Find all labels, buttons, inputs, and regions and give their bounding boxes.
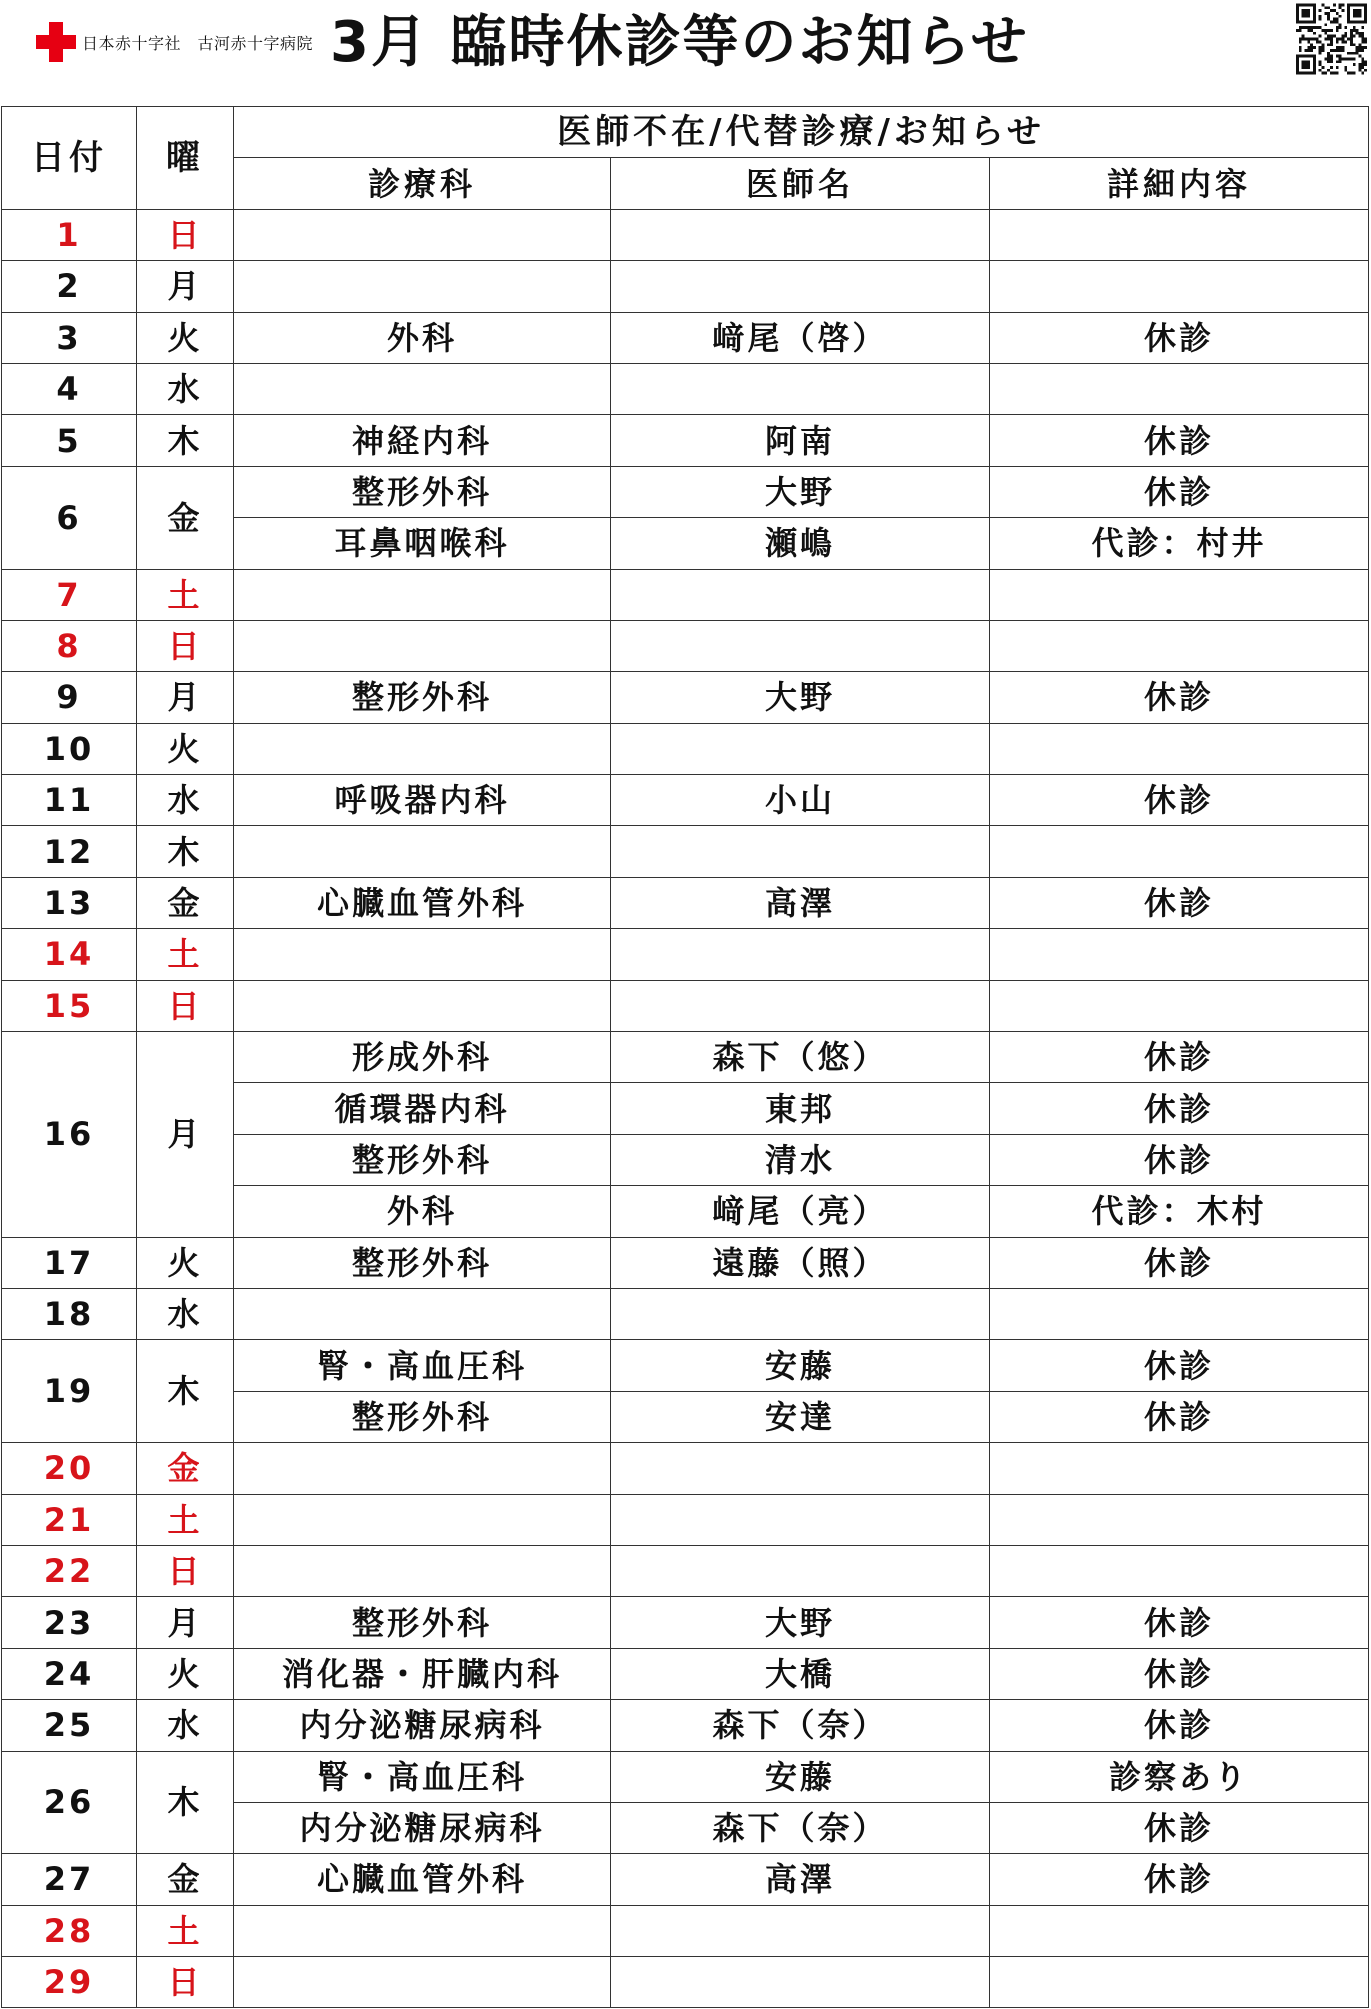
date-cell: 11 [2, 775, 137, 826]
doctor-cell [611, 620, 990, 671]
detail-cell: 休診 [990, 1340, 1369, 1391]
date-cell: 26 [2, 1751, 137, 1854]
department-cell: 心臓血管外科 [234, 1854, 611, 1905]
date-cell: 10 [2, 723, 137, 774]
department-cell [234, 723, 611, 774]
table-row [2, 569, 1369, 620]
date-cell: 2 [2, 261, 137, 312]
doctor-cell: 﨑尾（亮） [611, 1186, 990, 1237]
table-row [2, 1443, 1369, 1494]
weekday-cell: 金 [137, 1443, 234, 1494]
department-cell [234, 1443, 611, 1494]
table-row [2, 1700, 1369, 1751]
weekday-cell: 水 [137, 1288, 234, 1339]
doctor-cell: 森下（悠） [611, 1032, 990, 1083]
weekday-cell: 金 [137, 1854, 234, 1905]
detail-cell [990, 209, 1369, 260]
doctor-cell: 森下（奈） [611, 1802, 990, 1853]
detail-cell [990, 261, 1369, 312]
department-cell [234, 980, 611, 1031]
table-row [2, 1751, 1369, 1802]
department-column-header: 診療科 [234, 158, 611, 209]
table-header-row [2, 107, 1369, 158]
date-cell: 1 [2, 209, 137, 260]
detail-cell [990, 1288, 1369, 1339]
table-row [2, 415, 1369, 466]
doctor-cell: 安達 [611, 1391, 990, 1442]
date-cell: 28 [2, 1905, 137, 1956]
date-cell: 9 [2, 672, 137, 723]
table-row [2, 1032, 1369, 1083]
weekday-cell: 日 [137, 1957, 234, 2008]
date-cell: 17 [2, 1237, 137, 1288]
detail-cell [990, 569, 1369, 620]
doctor-cell: 阿南 [611, 415, 990, 466]
table-row [2, 1494, 1369, 1545]
detail-cell: 休診 [990, 466, 1369, 517]
doctor-cell [611, 569, 990, 620]
red-cross-icon [36, 22, 76, 62]
qr-code-icon[interactable] [1296, 3, 1367, 75]
weekday-cell: 火 [137, 1237, 234, 1288]
date-cell: 6 [2, 466, 137, 569]
weekday-cell: 日 [137, 620, 234, 671]
department-cell [234, 1288, 611, 1339]
detail-cell: 休診 [990, 1083, 1369, 1134]
department-cell: 整形外科 [234, 466, 611, 517]
doctor-cell: 安藤 [611, 1340, 990, 1391]
schedule-table [1, 106, 1369, 2008]
department-cell: 整形外科 [234, 1597, 611, 1648]
detail-cell: 休診 [990, 312, 1369, 363]
department-cell: 内分泌糖尿病科 [234, 1700, 611, 1751]
detail-cell: 休診 [990, 1391, 1369, 1442]
date-cell: 12 [2, 826, 137, 877]
detail-cell [990, 929, 1369, 980]
table-row [2, 1905, 1369, 1956]
weekday-cell: 日 [137, 980, 234, 1031]
table-row [2, 1545, 1369, 1596]
date-cell: 3 [2, 312, 137, 363]
department-cell [234, 209, 611, 260]
doctor-cell: 大野 [611, 466, 990, 517]
detail-cell: 休診 [990, 1700, 1369, 1751]
weekday-cell: 金 [137, 466, 234, 569]
department-cell: 形成外科 [234, 1032, 611, 1083]
department-cell [234, 620, 611, 671]
doctor-cell: 東邦 [611, 1083, 990, 1134]
date-cell: 5 [2, 415, 137, 466]
doctor-cell: 遠藤（照） [611, 1237, 990, 1288]
weekday-cell: 水 [137, 363, 234, 414]
date-cell: 4 [2, 363, 137, 414]
weekday-cell: 火 [137, 723, 234, 774]
table-row [2, 672, 1369, 723]
department-cell: 腎・高血圧科 [234, 1340, 611, 1391]
doctor-cell: 大橋 [611, 1648, 990, 1699]
detail-cell: 休診 [990, 415, 1369, 466]
department-cell: 腎・高血圧科 [234, 1751, 611, 1802]
doctor-cell [611, 209, 990, 260]
date-cell: 14 [2, 929, 137, 980]
doctor-cell: 大野 [611, 672, 990, 723]
table-row [2, 1237, 1369, 1288]
weekday-cell: 木 [137, 826, 234, 877]
detail-cell [990, 620, 1369, 671]
weekday-cell: 日 [137, 1545, 234, 1596]
table-row [2, 1957, 1369, 2008]
date-cell: 19 [2, 1340, 137, 1443]
doctor-cell: 高澤 [611, 1854, 990, 1905]
date-cell: 24 [2, 1648, 137, 1699]
detail-cell: 休診 [990, 672, 1369, 723]
weekday-cell: 木 [137, 1340, 234, 1443]
table-row [2, 620, 1369, 671]
detail-cell [990, 1905, 1369, 1956]
weekday-cell: 水 [137, 775, 234, 826]
page-title: 3月 臨時休診等のお知らせ [330, 10, 1029, 75]
date-column-header: 日付 [2, 107, 137, 210]
table-row [2, 877, 1369, 928]
department-cell: 整形外科 [234, 672, 611, 723]
weekday-cell: 月 [137, 261, 234, 312]
doctor-cell [611, 1288, 990, 1339]
weekday-column-header: 曜 [137, 107, 234, 210]
date-cell: 18 [2, 1288, 137, 1339]
page-header [0, 0, 1371, 100]
hospital-logo [36, 24, 313, 60]
department-cell [234, 1905, 611, 1956]
weekday-cell: 日 [137, 209, 234, 260]
detail-cell: 休診 [990, 1134, 1369, 1185]
doctor-cell [611, 363, 990, 414]
doctor-cell: 瀬嶋 [611, 518, 990, 569]
department-cell: 外科 [234, 1186, 611, 1237]
table-row [2, 312, 1369, 363]
table-row [2, 1854, 1369, 1905]
detail-cell [990, 363, 1369, 414]
table-row [2, 723, 1369, 774]
doctor-cell: 安藤 [611, 1751, 990, 1802]
department-cell [234, 261, 611, 312]
hospital-name: 日本赤十字社 古河赤十字病院 [82, 33, 314, 53]
date-cell: 21 [2, 1494, 137, 1545]
detail-cell: 休診 [990, 775, 1369, 826]
weekday-cell: 土 [137, 1494, 234, 1545]
doctor-cell: 森下（奈） [611, 1700, 990, 1751]
doctor-cell: 高澤 [611, 877, 990, 928]
date-cell: 16 [2, 1032, 137, 1238]
table-row [2, 775, 1369, 826]
doctor-cell [611, 1494, 990, 1545]
date-cell: 29 [2, 1957, 137, 2008]
table-row [2, 980, 1369, 1031]
detail-cell [990, 1443, 1369, 1494]
detail-cell: 休診 [990, 1648, 1369, 1699]
date-cell: 23 [2, 1597, 137, 1648]
weekday-cell: 水 [137, 1700, 234, 1751]
department-cell: 整形外科 [234, 1134, 611, 1185]
weekday-cell: 火 [137, 312, 234, 363]
doctor-cell: 小山 [611, 775, 990, 826]
date-cell: 27 [2, 1854, 137, 1905]
department-cell: 整形外科 [234, 1237, 611, 1288]
weekday-cell: 火 [137, 1648, 234, 1699]
detail-cell [990, 1494, 1369, 1545]
detail-cell [990, 980, 1369, 1031]
detail-cell: 休診 [990, 1802, 1369, 1853]
date-cell: 13 [2, 877, 137, 928]
date-cell: 20 [2, 1443, 137, 1494]
weekday-cell: 金 [137, 877, 234, 928]
doctor-cell [611, 826, 990, 877]
department-cell: 消化器・肝臓内科 [234, 1648, 611, 1699]
department-cell [234, 826, 611, 877]
doctor-cell [611, 1545, 990, 1596]
date-cell: 15 [2, 980, 137, 1031]
detail-cell: 代診：木村 [990, 1186, 1369, 1237]
department-cell: 心臓血管外科 [234, 877, 611, 928]
department-cell [234, 929, 611, 980]
date-cell: 8 [2, 620, 137, 671]
detail-cell: 休診 [990, 1032, 1369, 1083]
department-cell: 呼吸器内科 [234, 775, 611, 826]
department-cell: 耳鼻咽喉科 [234, 518, 611, 569]
date-cell: 22 [2, 1545, 137, 1596]
date-cell: 25 [2, 1700, 137, 1751]
department-cell [234, 1494, 611, 1545]
detail-cell: 休診 [990, 1854, 1369, 1905]
date-cell: 7 [2, 569, 137, 620]
department-cell: 整形外科 [234, 1391, 611, 1442]
detail-cell [990, 826, 1369, 877]
table-row [2, 929, 1369, 980]
doctor-cell [611, 261, 990, 312]
table-row [2, 363, 1369, 414]
detail-cell: 休診 [990, 877, 1369, 928]
department-cell [234, 569, 611, 620]
doctor-cell [611, 1957, 990, 2008]
detail-cell: 休診 [990, 1237, 1369, 1288]
table-row [2, 1288, 1369, 1339]
doctor-cell [611, 723, 990, 774]
table-row [2, 1597, 1369, 1648]
doctor-cell: 清水 [611, 1134, 990, 1185]
department-cell: 外科 [234, 312, 611, 363]
detail-column-header: 詳細内容 [990, 158, 1369, 209]
group-column-header: 医師不在/代替診療/お知らせ [234, 107, 1369, 158]
department-cell [234, 1957, 611, 2008]
weekday-cell: 月 [137, 672, 234, 723]
table-row [2, 1648, 1369, 1699]
table-row [2, 826, 1369, 877]
detail-cell: 休診 [990, 1597, 1369, 1648]
weekday-cell: 月 [137, 1032, 234, 1238]
doctor-cell [611, 980, 990, 1031]
weekday-cell: 土 [137, 929, 234, 980]
doctor-cell: 大野 [611, 1597, 990, 1648]
department-cell: 神経内科 [234, 415, 611, 466]
department-cell [234, 363, 611, 414]
doctor-column-header: 医師名 [611, 158, 990, 209]
detail-cell: 診察あり [990, 1751, 1369, 1802]
table-row [2, 209, 1369, 260]
doctor-cell [611, 929, 990, 980]
department-cell [234, 1545, 611, 1596]
doctor-cell [611, 1443, 990, 1494]
department-cell: 内分泌糖尿病科 [234, 1802, 611, 1853]
table-row [2, 466, 1369, 517]
doctor-cell: 﨑尾（啓） [611, 312, 990, 363]
weekday-cell: 木 [137, 415, 234, 466]
weekday-cell: 土 [137, 1905, 234, 1956]
detail-cell [990, 723, 1369, 774]
table-row [2, 1340, 1369, 1391]
detail-cell [990, 1957, 1369, 2008]
detail-cell [990, 1545, 1369, 1596]
department-cell: 循環器内科 [234, 1083, 611, 1134]
weekday-cell: 土 [137, 569, 234, 620]
weekday-cell: 月 [137, 1597, 234, 1648]
table-row [2, 261, 1369, 312]
doctor-cell [611, 1905, 990, 1956]
weekday-cell: 木 [137, 1751, 234, 1854]
detail-cell: 代診：村井 [990, 518, 1369, 569]
